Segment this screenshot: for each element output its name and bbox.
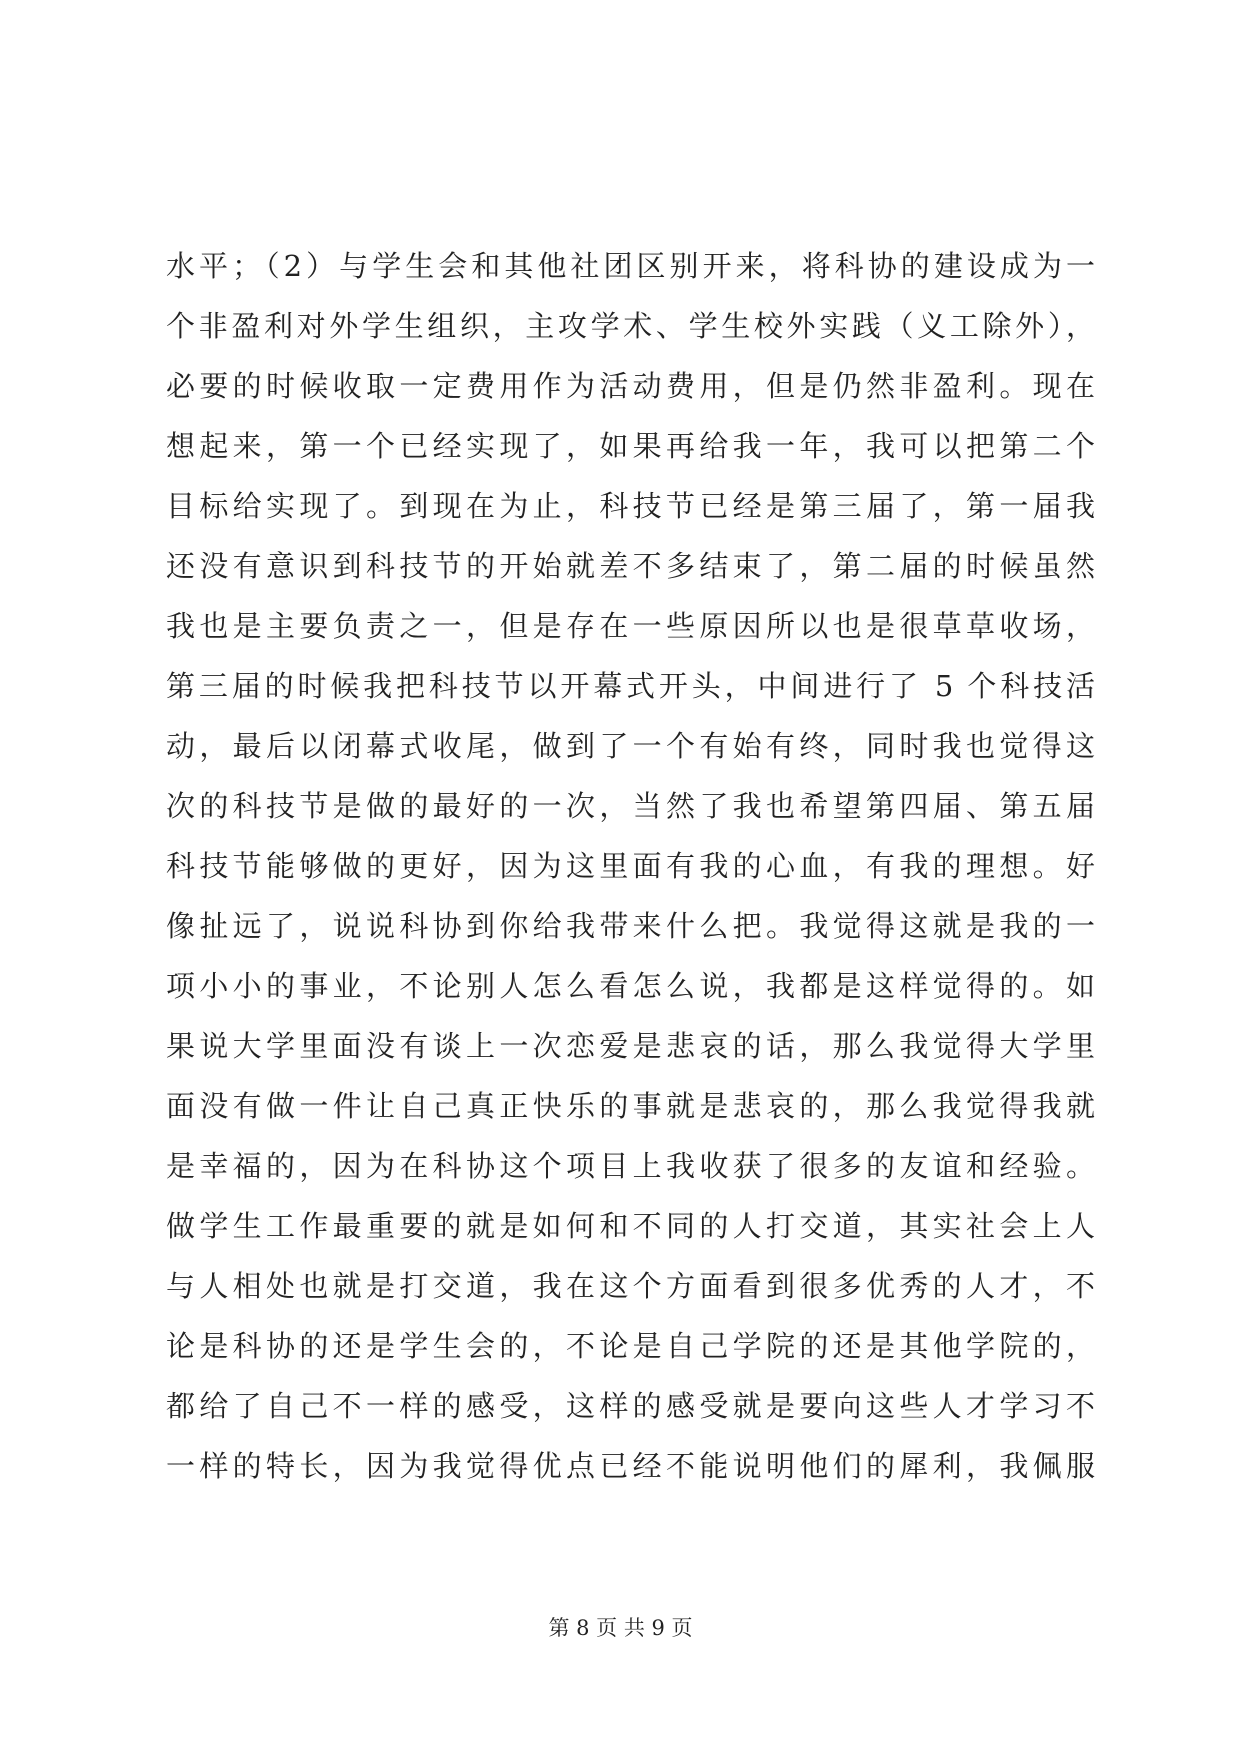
text-line: 还没有意识到科技节的开始就差不多结束了，第二届的时候虽然	[166, 549, 1096, 583]
text-line: 像扯远了，说说科协到你给我带来什么把。我觉得这就是我的一	[166, 909, 1096, 943]
text-line: 与人相处也就是打交道，我在这个方面看到很多优秀的人才，不	[166, 1269, 1096, 1303]
text-line: 次的科技节是做的最好的一次，当然了我也希望第四届、第五届	[166, 789, 1096, 823]
text-line: 都给了自己不一样的感受，这样的感受就是要向这些人才学习不	[166, 1389, 1096, 1423]
text-line: 论是科协的还是学生会的，不论是自己学院的还是其他学院的，	[166, 1329, 1096, 1363]
text-line: 必要的时候收取一定费用作为活动费用，但是仍然非盈利。现在	[166, 369, 1096, 403]
text-line: 第三届的时候我把科技节以开幕式开头，中间进行了 5 个科技活	[166, 669, 1096, 703]
text-line: 面没有做一件让自己真正快乐的事就是悲哀的，那么我觉得我就	[166, 1089, 1096, 1123]
text-line: 我也是主要负责之一，但是存在一些原因所以也是很草草收场，	[166, 609, 1096, 643]
text-line: 个非盈利对外学生组织，主攻学术、学生校外实践（义工除外），	[166, 309, 1096, 343]
text-line: 动，最后以闭幕式收尾，做到了一个有始有终，同时我也觉得这	[166, 729, 1096, 763]
text-line: 项小小的事业，不论别人怎么看怎么说，我都是这样觉得的。如	[166, 969, 1096, 1003]
text-line: 想起来，第一个已经实现了，如果再给我一年，我可以把第二个	[166, 429, 1096, 463]
text-line: 是幸福的，因为在科协这个项目上我收获了很多的友谊和经验。	[166, 1149, 1096, 1183]
page-number-footer: 第 8 页 共 9 页	[548, 1616, 693, 1640]
text-line: 科技节能够做的更好，因为这里面有我的心血，有我的理想。好	[166, 849, 1096, 883]
text-line: 果说大学里面没有谈上一次恋爱是悲哀的话，那么我觉得大学里	[166, 1029, 1096, 1063]
text-line: 做学生工作最重要的就是如何和不同的人打交道，其实社会上人	[166, 1209, 1096, 1243]
text-line: 目标给实现了。到现在为止，科技节已经是第三届了，第一届我	[166, 489, 1096, 523]
text-line: 一样的特长，因为我觉得优点已经不能说明他们的犀利，我佩服	[166, 1449, 1096, 1483]
body-text	[166, 236, 1096, 1496]
text-line: 水平；（2）与学生会和其他社团区别开来，将科协的建设成为一	[166, 249, 1096, 283]
